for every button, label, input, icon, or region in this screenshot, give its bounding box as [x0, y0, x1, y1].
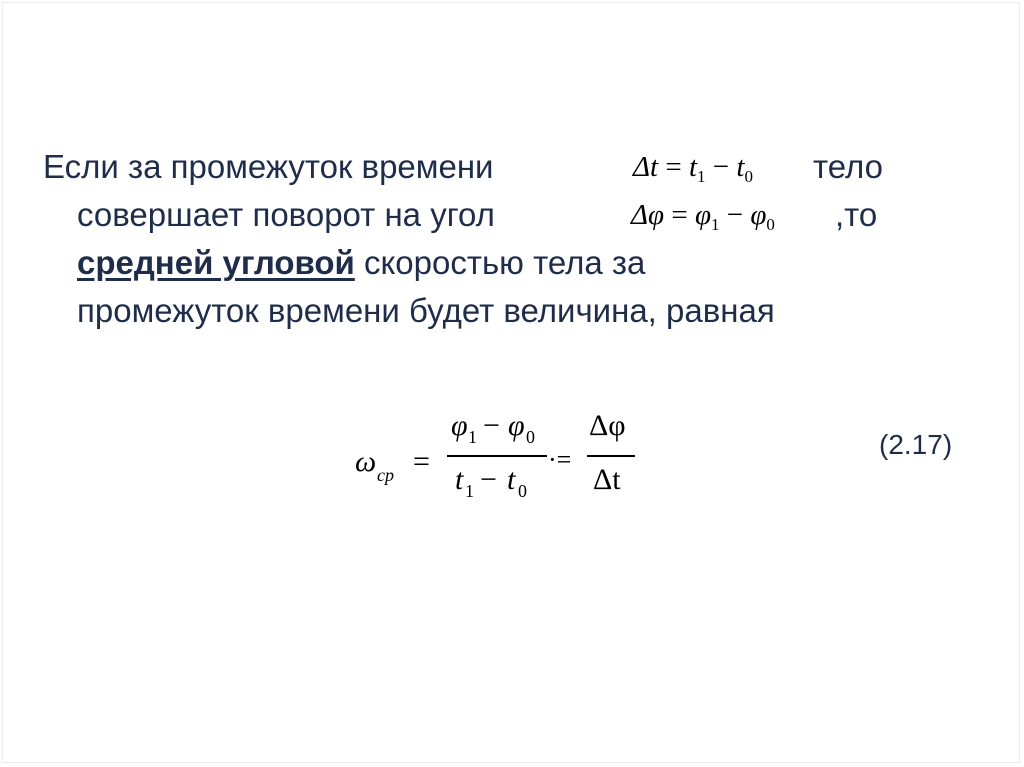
phi0-var: φ	[750, 199, 767, 231]
line1-after: тело	[813, 148, 883, 185]
denominator-t1: t	[455, 463, 464, 496]
line2-after: ,то	[835, 196, 878, 233]
denominator-t0: t	[507, 463, 516, 496]
sub-1: 1	[697, 167, 706, 186]
denominator-delta-t: Δt	[593, 463, 621, 496]
t1-var: t	[688, 151, 698, 183]
delta-t-definition	[633, 143, 753, 191]
fraction-bar-1	[447, 455, 547, 457]
angular-velocity-formula	[355, 409, 655, 519]
paragraph-line-3	[43, 239, 983, 287]
paragraph-line-4	[43, 287, 983, 335]
delta-symbol: Δ	[633, 151, 651, 183]
highlighted-term: средней угловой	[77, 244, 355, 281]
denominator-sub0: 0	[518, 481, 527, 501]
delta-symbol: Δ	[631, 199, 649, 231]
line4-text: промежуток времени будет величина, равная	[77, 292, 775, 329]
phi-var: φ	[648, 199, 665, 231]
line1-text: Если за промежуток времени	[43, 148, 494, 185]
sub-1: 1	[710, 215, 720, 234]
denominator-minus: −	[480, 463, 497, 496]
fraction-bar-2	[587, 455, 635, 457]
line2-text: совершает поворот на угол	[77, 196, 495, 233]
sub-0: 0	[744, 167, 753, 186]
phi1-var: φ	[694, 199, 711, 231]
equals-sign: =	[665, 151, 682, 183]
sub-0: 0	[766, 215, 775, 234]
t-var: t	[650, 151, 659, 183]
equals-sign: =	[671, 199, 688, 231]
equals-sign: =	[413, 445, 430, 478]
paragraph-line-2	[43, 191, 983, 239]
numerator-sub0: 0	[526, 427, 535, 447]
paragraph-line-1	[43, 143, 983, 191]
minus-sign: −	[712, 151, 730, 183]
numerator-phi1: φ	[451, 409, 468, 442]
omega-symbol: ω	[355, 445, 377, 478]
numerator-sub1: 1	[468, 427, 477, 447]
t0-var: t	[736, 151, 745, 183]
slide	[2, 2, 1020, 763]
line3-rest: скоростью тела за	[363, 244, 646, 281]
equation-number: (2.17)	[879, 429, 953, 460]
numerator-delta-phi: Δφ	[589, 409, 626, 442]
dot-equals: ·=	[548, 445, 572, 474]
delta-phi-definition	[631, 191, 775, 239]
numerator-minus: −	[483, 409, 500, 442]
denominator-sub1: 1	[465, 481, 474, 501]
minus-sign: −	[726, 199, 744, 231]
numerator-phi0: φ	[508, 409, 525, 442]
omega-subscript: ср	[377, 465, 394, 485]
definition-paragraph	[43, 143, 983, 335]
